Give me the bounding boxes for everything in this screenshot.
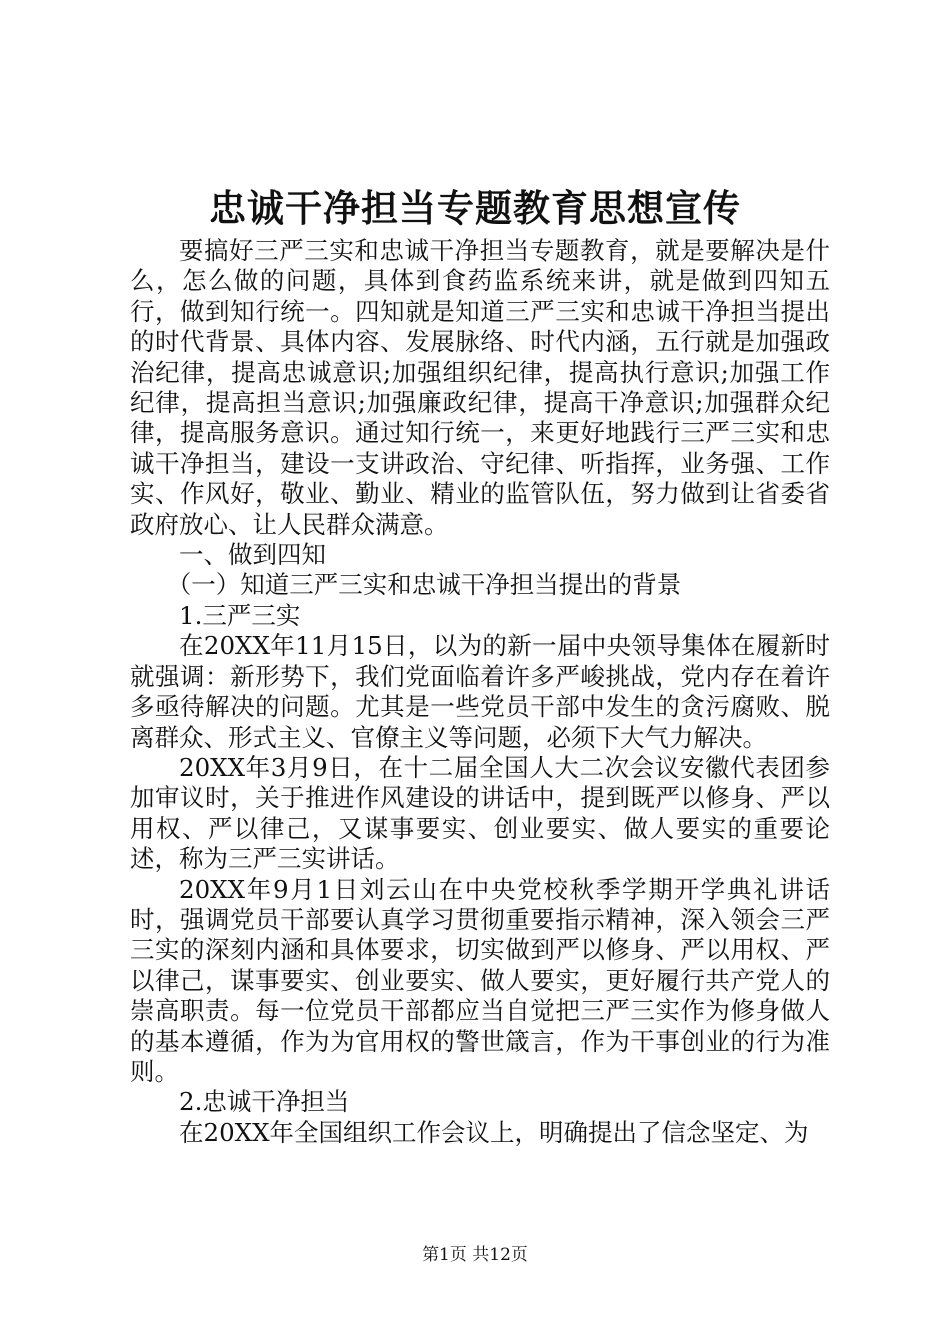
item-heading-three-stricts: 1.三严三实 [179, 600, 301, 630]
document-title: 忠诚干净担当专题教育思想宣传 [209, 186, 741, 230]
paragraph-intro: 要搞好三严三实和忠诚干净担当专题教育，就是要解决是什么，怎么做的问题，具体到食药监系统来讲，就是做到四知五行，做到知行统一。四知就是知道三严三实和忠诚干净担当提出的时代背景、具体内容、发展脉络、时代内涵，五行就是加强政治纪律，提高忠诚意识;加强组织纪律，提高执行意识;加强工作纪律，提高担当意识;加强廉政纪律，提高干净意识;加强群众纪律，提高服务意识。通过知行统一，来更好地践行三严三实和忠诚干净担当，建设一支讲政治、守纪律、听指挥，业务强、工作实、作风好，敬业、勤业、精业的监管队伍，努力做到让省委省政府放心、让人民群众满意。 [130, 236, 830, 539]
section-heading-four-knows: 一、做到四知 [179, 540, 326, 570]
paragraph-2012: 在20XX年11月15日，以为的新一届中央领导集体在履新时就强调：新形势下，我们党面临着许多严峻挑战，党内存在着许多亟待解决的问题。尤其是一些党员干部中发生的贪污腐败、脱离群众、形式主义、官僚主义等问题，必须下大气力解决。 [130, 631, 830, 752]
paragraph-march-9: 20XX年3月9日，在十二届全国人大二次会议安徽代表团参加审议时，关于推进作风建设的讲话中，提到既严以修身、严以用权、严以律己，又谋事要实、创业要实、做人要实的重要论述，称为三严三实讲话。 [130, 752, 830, 874]
paragraph-organization-meeting: 在20XX年全国组织工作会议上，明确提出了信念坚定、为 [179, 1117, 809, 1147]
subsection-heading-background: （一）知道三严三实和忠诚干净担当提出的背景 [166, 570, 682, 600]
item-heading-loyalty: 2.忠诚干净担当 [179, 1087, 350, 1117]
document-body [130, 236, 830, 1148]
paragraph-september-1: 20XX年9月1日刘云山在中央党校秋季学期开学典礼讲话时，强调党员干部要认真学习贯彻重要指示精神，深入领会三严三实的深刻内涵和具体要求，切实做到严以修身、严以用权、严以律己，谋事要实、创业要实、做人要实，更好履行共产党人的崇高职责。每一位党员干部都应当自觉把三严三实作为修身做人的基本遵循，作为为官用权的警世箴言，作为干事创业的行为准则。 [130, 874, 830, 1086]
page-number-footer: 第1页 共12页 [422, 1245, 528, 1265]
